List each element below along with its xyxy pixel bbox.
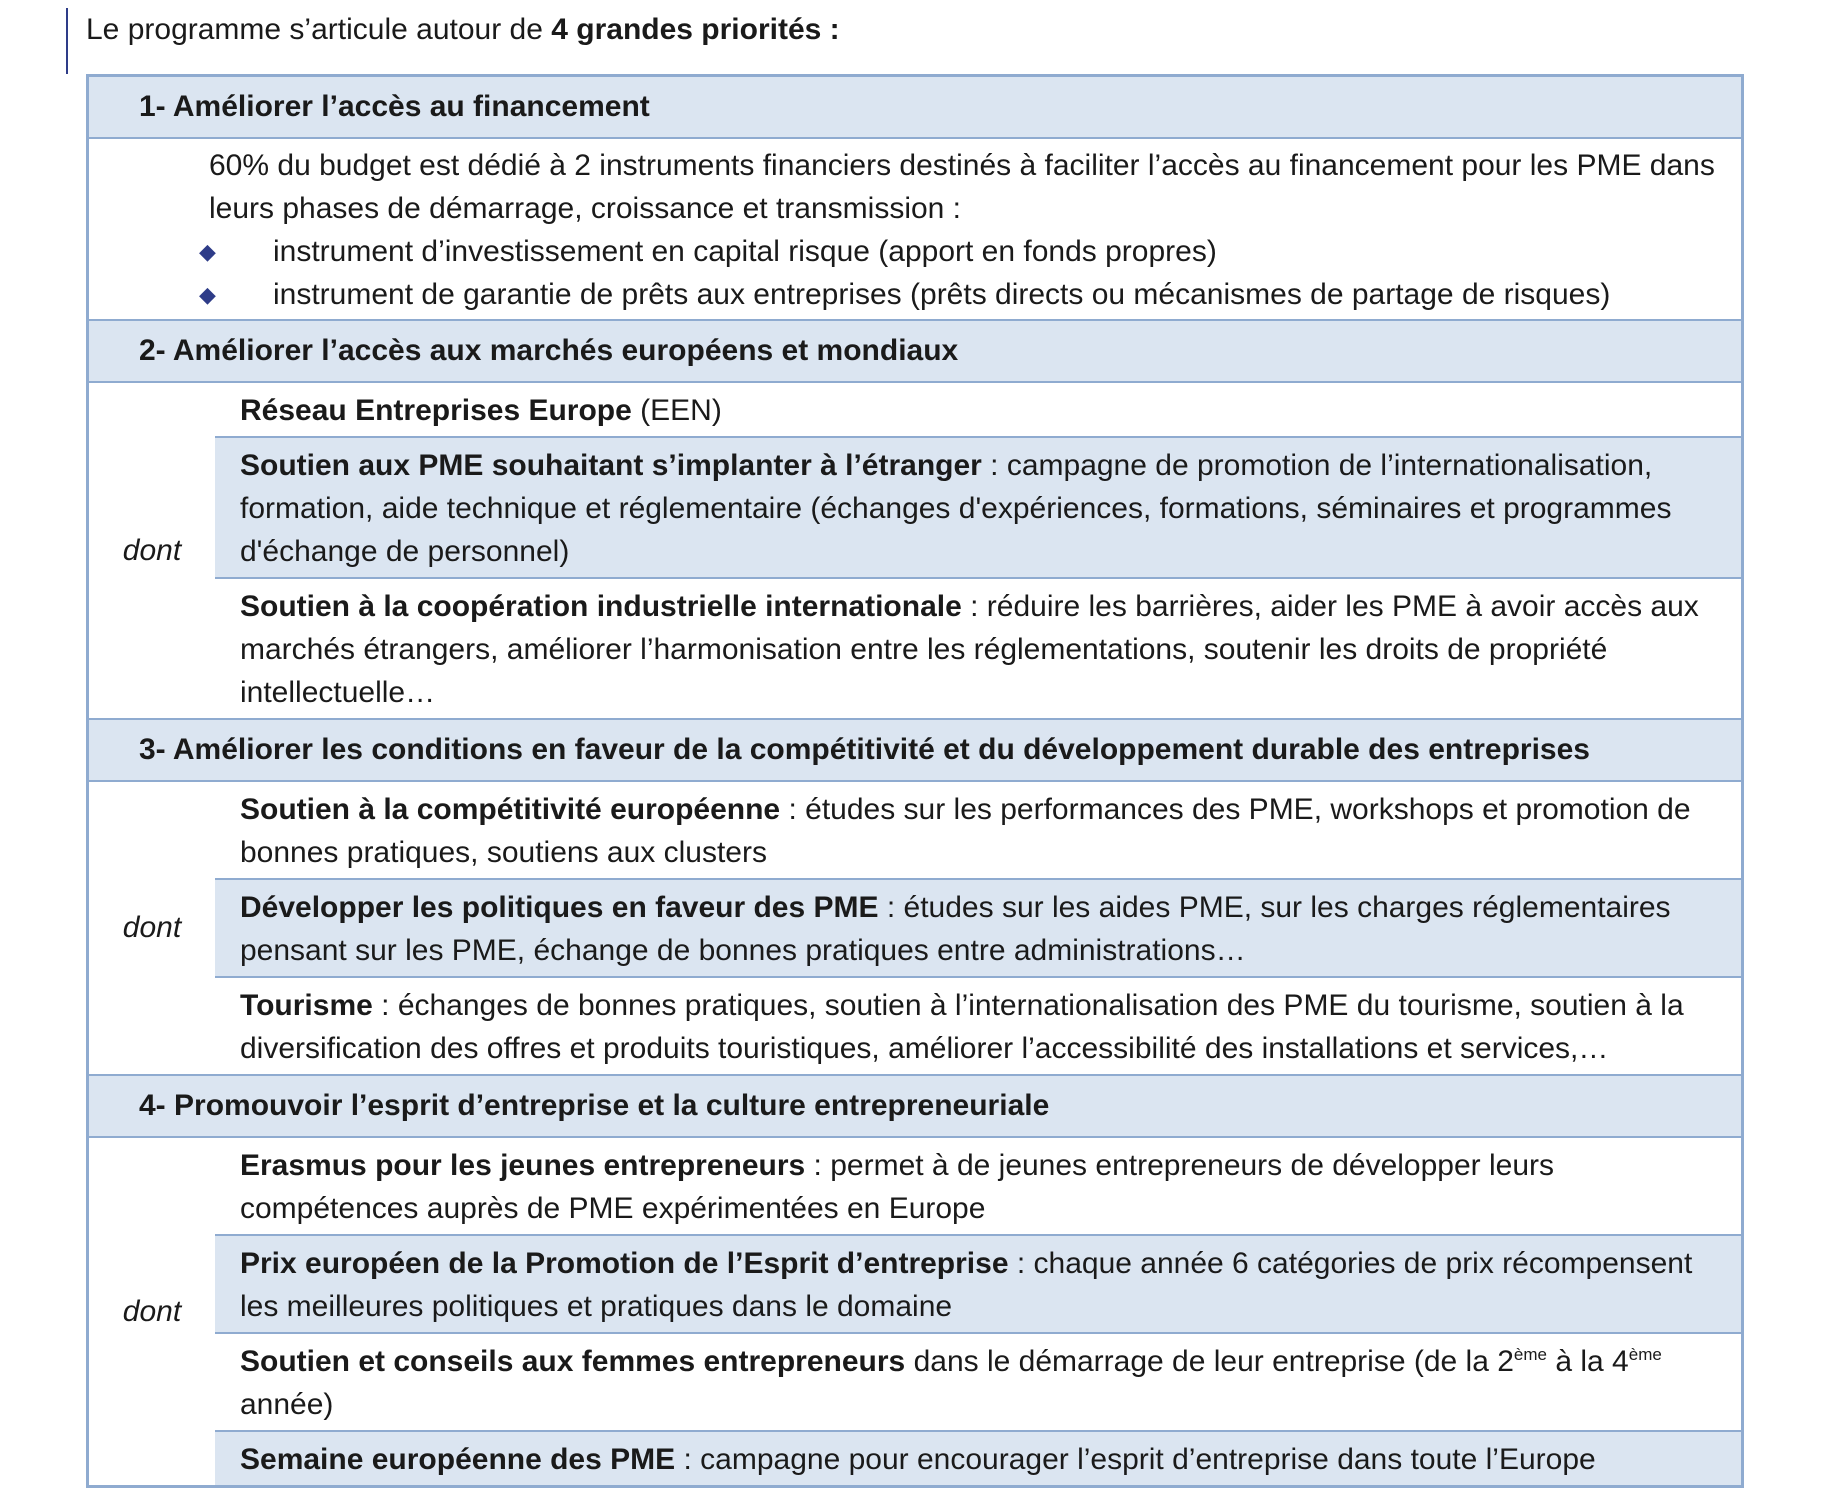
priority-3-body bbox=[89, 780, 1741, 1074]
item-text: : campagne pour encourager l’esprit d’entreprise dans toute l’Europe bbox=[675, 1443, 1596, 1476]
priority-3-header: 3- Améliorer les conditions en faveur de la compétitivité et du développement durable des entreprises bbox=[89, 718, 1741, 780]
bullet-text: instrument d’investissement en capital risque (apport en fonds propres) bbox=[273, 235, 1217, 268]
priority-2-item-2 bbox=[215, 436, 1741, 577]
item-text: : campagne de promotion de l’internationalisation, formation, aide technique et réglementaire (échanges d'expériences, formations, séminaires et programmes d'échange de personnel) bbox=[240, 449, 1672, 568]
item-title: Tourisme bbox=[240, 989, 373, 1022]
intro-text: Le programme s’articule autour de bbox=[86, 13, 552, 46]
priority-2-item-1 bbox=[215, 383, 1741, 436]
priority-3-item-1 bbox=[215, 782, 1741, 878]
diamond-bullet-icon: ◆ bbox=[199, 239, 216, 264]
item-text-part: dans le démarrage de leur entreprise (de la 2 bbox=[905, 1345, 1514, 1378]
item-title: Erasmus pour les jeunes entrepreneurs bbox=[240, 1149, 806, 1182]
priority-2-items bbox=[215, 383, 1741, 718]
item-title: Semaine européenne des PME bbox=[240, 1443, 676, 1476]
dont-label: dont bbox=[122, 533, 182, 567]
priorities-table bbox=[86, 74, 1744, 1488]
item-text: : réduire les barrières, aider les PME à avoir accès aux marchés étrangers, améliorer l’harmonisation entre les réglementations, soutenir les droits de propriété intellectuelle… bbox=[240, 590, 1699, 709]
bullet-text: instrument de garantie de prêts aux entreprises (prêts directs ou mécanismes de partage de risques) bbox=[273, 278, 1611, 311]
item-text-part: à la 4 bbox=[1547, 1345, 1629, 1378]
intro-bold-text: 4 grandes priorités : bbox=[551, 13, 840, 46]
priority-1-bullet-1 bbox=[199, 230, 1721, 273]
priority-2-body bbox=[89, 381, 1741, 718]
item-title: Soutien à la compétitivité européenne bbox=[240, 793, 781, 826]
item-title: Soutien aux PME souhaitant s’implanter à l’étranger bbox=[240, 449, 982, 482]
priority-3-items bbox=[215, 782, 1741, 1074]
item-title: Prix européen de la Promotion de l’Esprit d’entreprise bbox=[240, 1247, 1009, 1280]
priority-1-bullet-2 bbox=[199, 273, 1721, 316]
priority-4-header: 4- Promouvoir l’esprit d’entreprise et la culture entrepreneuriale bbox=[89, 1074, 1741, 1136]
diamond-bullet-icon: ◆ bbox=[199, 282, 216, 307]
item-text: (EEN) bbox=[631, 394, 722, 427]
item-text-part: année) bbox=[240, 1388, 334, 1421]
priority-4-body bbox=[89, 1136, 1741, 1485]
item-text: : échanges de bonnes pratiques, soutien à l’internationalisation des PME du tourisme, soutien à la diversification des offres et produits touristiques, améliorer l’accessibilité des installations et services,… bbox=[240, 989, 1684, 1065]
item-text: : chaque année 6 catégories de prix récompensent les meilleures politiques et pratiques dans le domaine bbox=[240, 1247, 1693, 1323]
superscript: ème bbox=[1513, 1345, 1547, 1364]
superscript: ème bbox=[1628, 1345, 1662, 1364]
item-title: Développer les politiques en faveur des PME bbox=[240, 891, 879, 924]
item-text: : permet à de jeunes entrepreneurs de développer leurs compétences auprès de PME expérimentées en Europe bbox=[240, 1149, 1555, 1225]
priority-4-item-4 bbox=[215, 1430, 1741, 1485]
priority-1-header: 1- Améliorer l’accès au financement bbox=[89, 77, 1741, 137]
priority-1-text: 60% du budget est dédié à 2 instruments financiers destinés à faciliter l’accès au financement pour les PME dans leurs phases de démarrage, croissance et transmission : bbox=[209, 149, 1715, 225]
priority-3-item-2 bbox=[215, 878, 1741, 976]
item-text: : études sur les performances des PME, workshops et promotion de bonnes pratiques, soutiens aux clusters bbox=[240, 793, 1691, 869]
priority-4-item-1 bbox=[215, 1138, 1741, 1234]
priority-3-item-3 bbox=[215, 976, 1741, 1074]
dont-label: dont bbox=[122, 911, 182, 944]
priority-4-items bbox=[215, 1138, 1741, 1485]
item-title: Soutien à la coopération industrielle internationale bbox=[240, 590, 962, 623]
item-text: : études sur les aides PME, sur les charges réglementaires pensant sur les PME, échange de bonnes pratiques entre administrations… bbox=[240, 891, 1671, 967]
priority-1-body bbox=[89, 137, 1741, 319]
priority-4-item-3 bbox=[215, 1332, 1741, 1430]
margin-change-bar bbox=[66, 8, 68, 74]
item-title: Réseau Entreprises Europe bbox=[240, 394, 632, 427]
priority-2-item-3 bbox=[215, 577, 1741, 718]
intro-paragraph bbox=[86, 8, 840, 52]
item-title: Soutien et conseils aux femmes entrepreneurs bbox=[240, 1345, 906, 1378]
dont-label: dont bbox=[122, 1294, 182, 1328]
priority-4-item-2 bbox=[215, 1234, 1741, 1332]
priority-2-header: 2- Améliorer l’accès aux marchés européens et mondiaux bbox=[89, 319, 1741, 381]
